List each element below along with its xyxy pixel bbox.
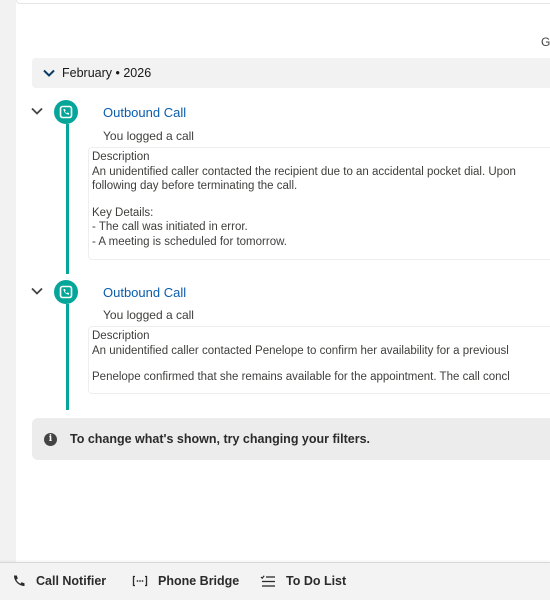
activity-subtitle: You logged a call [103,308,194,322]
todo-list-icon [260,574,276,588]
phone-bridge-icon [132,574,148,588]
activity-title-link[interactable]: Outbound Call [103,285,187,300]
activity-description [88,147,550,260]
left-gutter [0,0,16,562]
month-group-label: February • 2026 [62,66,152,80]
top-card-edge [16,0,550,4]
description-label: Description [92,151,150,163]
description-text: Key Details: [92,206,154,219]
description-text: - The call was initiated in error. [92,221,248,233]
utility-label: Call Notifier [36,574,107,588]
month-group-header[interactable] [32,58,550,88]
description-blank [92,358,550,370]
partial-header-text: G [541,35,550,49]
activity-description [88,326,550,394]
filter-info-banner [32,418,550,460]
description-text: following day before terminating the call. [92,180,298,192]
call-log-icon [54,100,78,124]
info-icon: i [44,433,57,446]
utility-bar [0,562,550,600]
description-text: An unidentified caller contacted the recipient due to an accidental pocket dial. Upon [92,165,516,178]
activity-title-link[interactable]: Outbound Call [103,105,187,120]
utility-phone-bridge[interactable] [132,574,239,588]
activity-subtitle: You logged a call [103,129,194,143]
timeline-line [66,304,69,410]
filter-info-text: To change what's shown, try changing your filters. [70,432,370,446]
utility-label: Phone Bridge [158,574,240,588]
description-label: Description [92,330,150,342]
description-text: Penelope confirmed that she remains available for the appointment. The call concl [92,371,510,383]
phone-icon [12,574,26,588]
utility-label: To Do List [286,574,347,588]
utility-to-do-list[interactable] [260,574,346,588]
utility-call-notifier[interactable] [12,574,106,588]
chevron-down-icon[interactable] [30,284,44,298]
chevron-down-icon [42,66,56,80]
chevron-down-icon[interactable] [30,104,44,118]
call-log-icon [54,280,78,304]
timeline-line [66,124,69,274]
description-blank [92,194,550,206]
description-text: An unidentified caller contacted Penelope to confirm her availability for a previousl [92,344,509,357]
description-text: - A meeting is scheduled for tomorrow. [92,235,287,248]
